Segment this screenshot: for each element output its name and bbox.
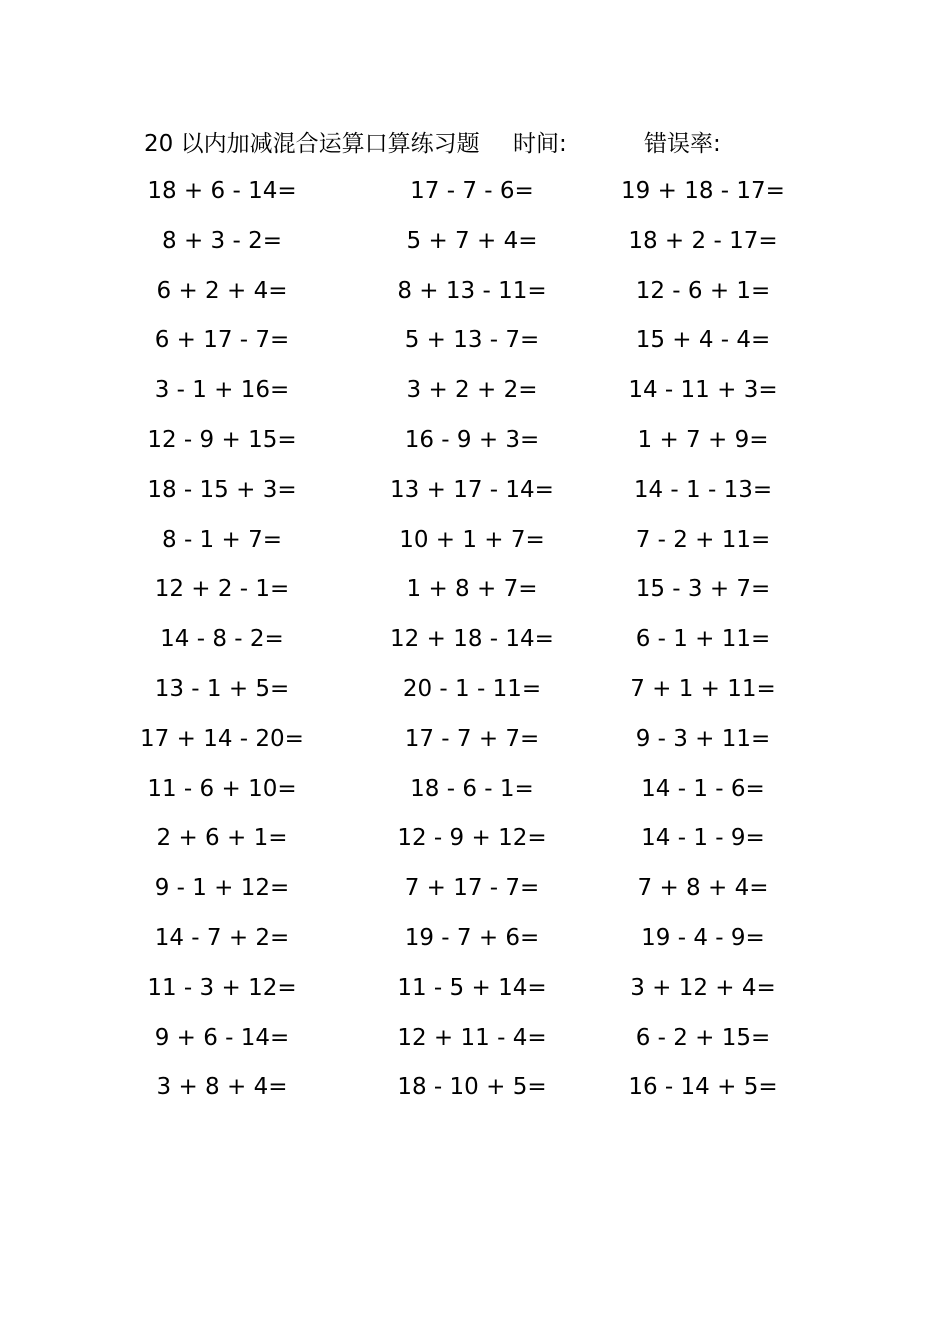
problem: 14 - 1 - 6= <box>641 775 765 802</box>
problem: 17 - 7 + 7= <box>404 725 540 752</box>
problem: 18 - 10 + 5= <box>397 1074 547 1101</box>
problem: 13 - 1 + 5= <box>154 675 290 702</box>
problem: 14 - 1 - 13= <box>633 476 773 503</box>
problem: 19 + 18 - 17= <box>621 178 785 204</box>
problem: 15 + 4 - 4= <box>635 327 771 354</box>
problem-row <box>0 220 950 270</box>
problem: 8 - 1 + 7= <box>162 526 282 553</box>
problem-row <box>0 568 950 618</box>
problem-row <box>0 917 950 967</box>
problem: 18 + 6 - 14= <box>147 178 297 204</box>
problem: 6 - 2 + 15= <box>635 1024 771 1051</box>
problem: 3 + 8 + 4= <box>156 1074 288 1101</box>
problem-row <box>0 1017 950 1067</box>
problem-row <box>0 718 950 768</box>
problem: 12 + 18 - 14= <box>390 626 554 653</box>
problem-row <box>0 319 950 369</box>
problem-row <box>0 768 950 818</box>
problem: 2 + 6 + 1= <box>156 825 288 852</box>
problem: 11 - 6 + 10= <box>147 775 297 802</box>
problem: 8 + 3 - 2= <box>162 227 282 254</box>
problem-row <box>0 668 950 718</box>
problem-row <box>0 519 950 569</box>
problem: 3 + 2 + 2= <box>406 377 538 404</box>
problem: 20 - 1 - 11= <box>402 675 542 702</box>
time-label: 时间: <box>513 131 567 157</box>
problem-row <box>0 469 950 519</box>
problem-row <box>0 867 950 917</box>
problem: 14 - 1 - 9= <box>641 825 765 852</box>
problem: 5 + 7 + 4= <box>406 227 538 254</box>
problem: 12 - 9 + 12= <box>397 825 547 852</box>
problem: 18 - 15 + 3= <box>147 476 297 503</box>
problem: 5 + 13 - 7= <box>404 327 540 354</box>
problem: 18 + 2 - 17= <box>628 227 778 254</box>
problem: 1 + 8 + 7= <box>406 576 538 603</box>
problem: 7 + 1 + 11= <box>630 675 776 702</box>
problem: 17 + 14 - 20= <box>140 725 304 752</box>
problem: 7 - 2 + 11= <box>635 526 771 553</box>
problem: 12 - 9 + 15= <box>147 426 297 453</box>
problem-row <box>0 369 950 419</box>
problem: 3 + 12 + 4= <box>630 974 776 1001</box>
problem: 7 + 8 + 4= <box>637 875 769 902</box>
problem: 9 - 3 + 11= <box>635 725 771 752</box>
problem: 11 - 5 + 14= <box>397 974 547 1001</box>
problem: 19 - 7 + 6= <box>404 924 540 951</box>
problem: 17 - 7 - 6= <box>410 178 534 204</box>
problem: 16 - 9 + 3= <box>404 426 540 453</box>
problem: 12 + 11 - 4= <box>397 1024 547 1051</box>
problem-row <box>0 419 950 469</box>
worksheet-title: 20 以内加减混合运算口算练习题 <box>144 131 480 157</box>
problem: 12 + 2 - 1= <box>154 576 290 603</box>
worksheet-header <box>0 124 950 164</box>
problem: 6 - 1 + 11= <box>635 626 771 653</box>
problem: 8 + 13 - 11= <box>397 277 547 304</box>
problem: 11 - 3 + 12= <box>147 974 297 1001</box>
problem: 10 + 1 + 7= <box>399 526 545 553</box>
problem: 15 - 3 + 7= <box>635 576 771 603</box>
problem-grid <box>0 170 950 1116</box>
problem: 6 + 17 - 7= <box>154 327 290 354</box>
problem-row <box>0 1066 950 1116</box>
problem: 13 + 17 - 14= <box>390 476 554 503</box>
problem-row <box>0 270 950 320</box>
problem: 6 + 2 + 4= <box>156 277 288 304</box>
problem: 14 - 11 + 3= <box>628 377 778 404</box>
error-rate-label: 错误率: <box>644 131 721 157</box>
problem: 9 + 6 - 14= <box>154 1024 290 1051</box>
problem: 14 - 7 + 2= <box>154 924 290 951</box>
problem: 7 + 17 - 7= <box>404 875 540 902</box>
problem-row <box>0 817 950 867</box>
problem: 16 - 14 + 5= <box>628 1074 778 1101</box>
problem: 1 + 7 + 9= <box>637 426 769 453</box>
problem-row <box>0 170 950 220</box>
problem-row <box>0 618 950 668</box>
problem: 12 - 6 + 1= <box>635 277 771 304</box>
problem-row <box>0 967 950 1017</box>
problem: 9 - 1 + 12= <box>154 875 290 902</box>
problem: 3 - 1 + 16= <box>154 377 290 404</box>
problem: 18 - 6 - 1= <box>410 775 534 802</box>
problem: 19 - 4 - 9= <box>641 924 765 951</box>
problem: 14 - 8 - 2= <box>160 626 284 653</box>
